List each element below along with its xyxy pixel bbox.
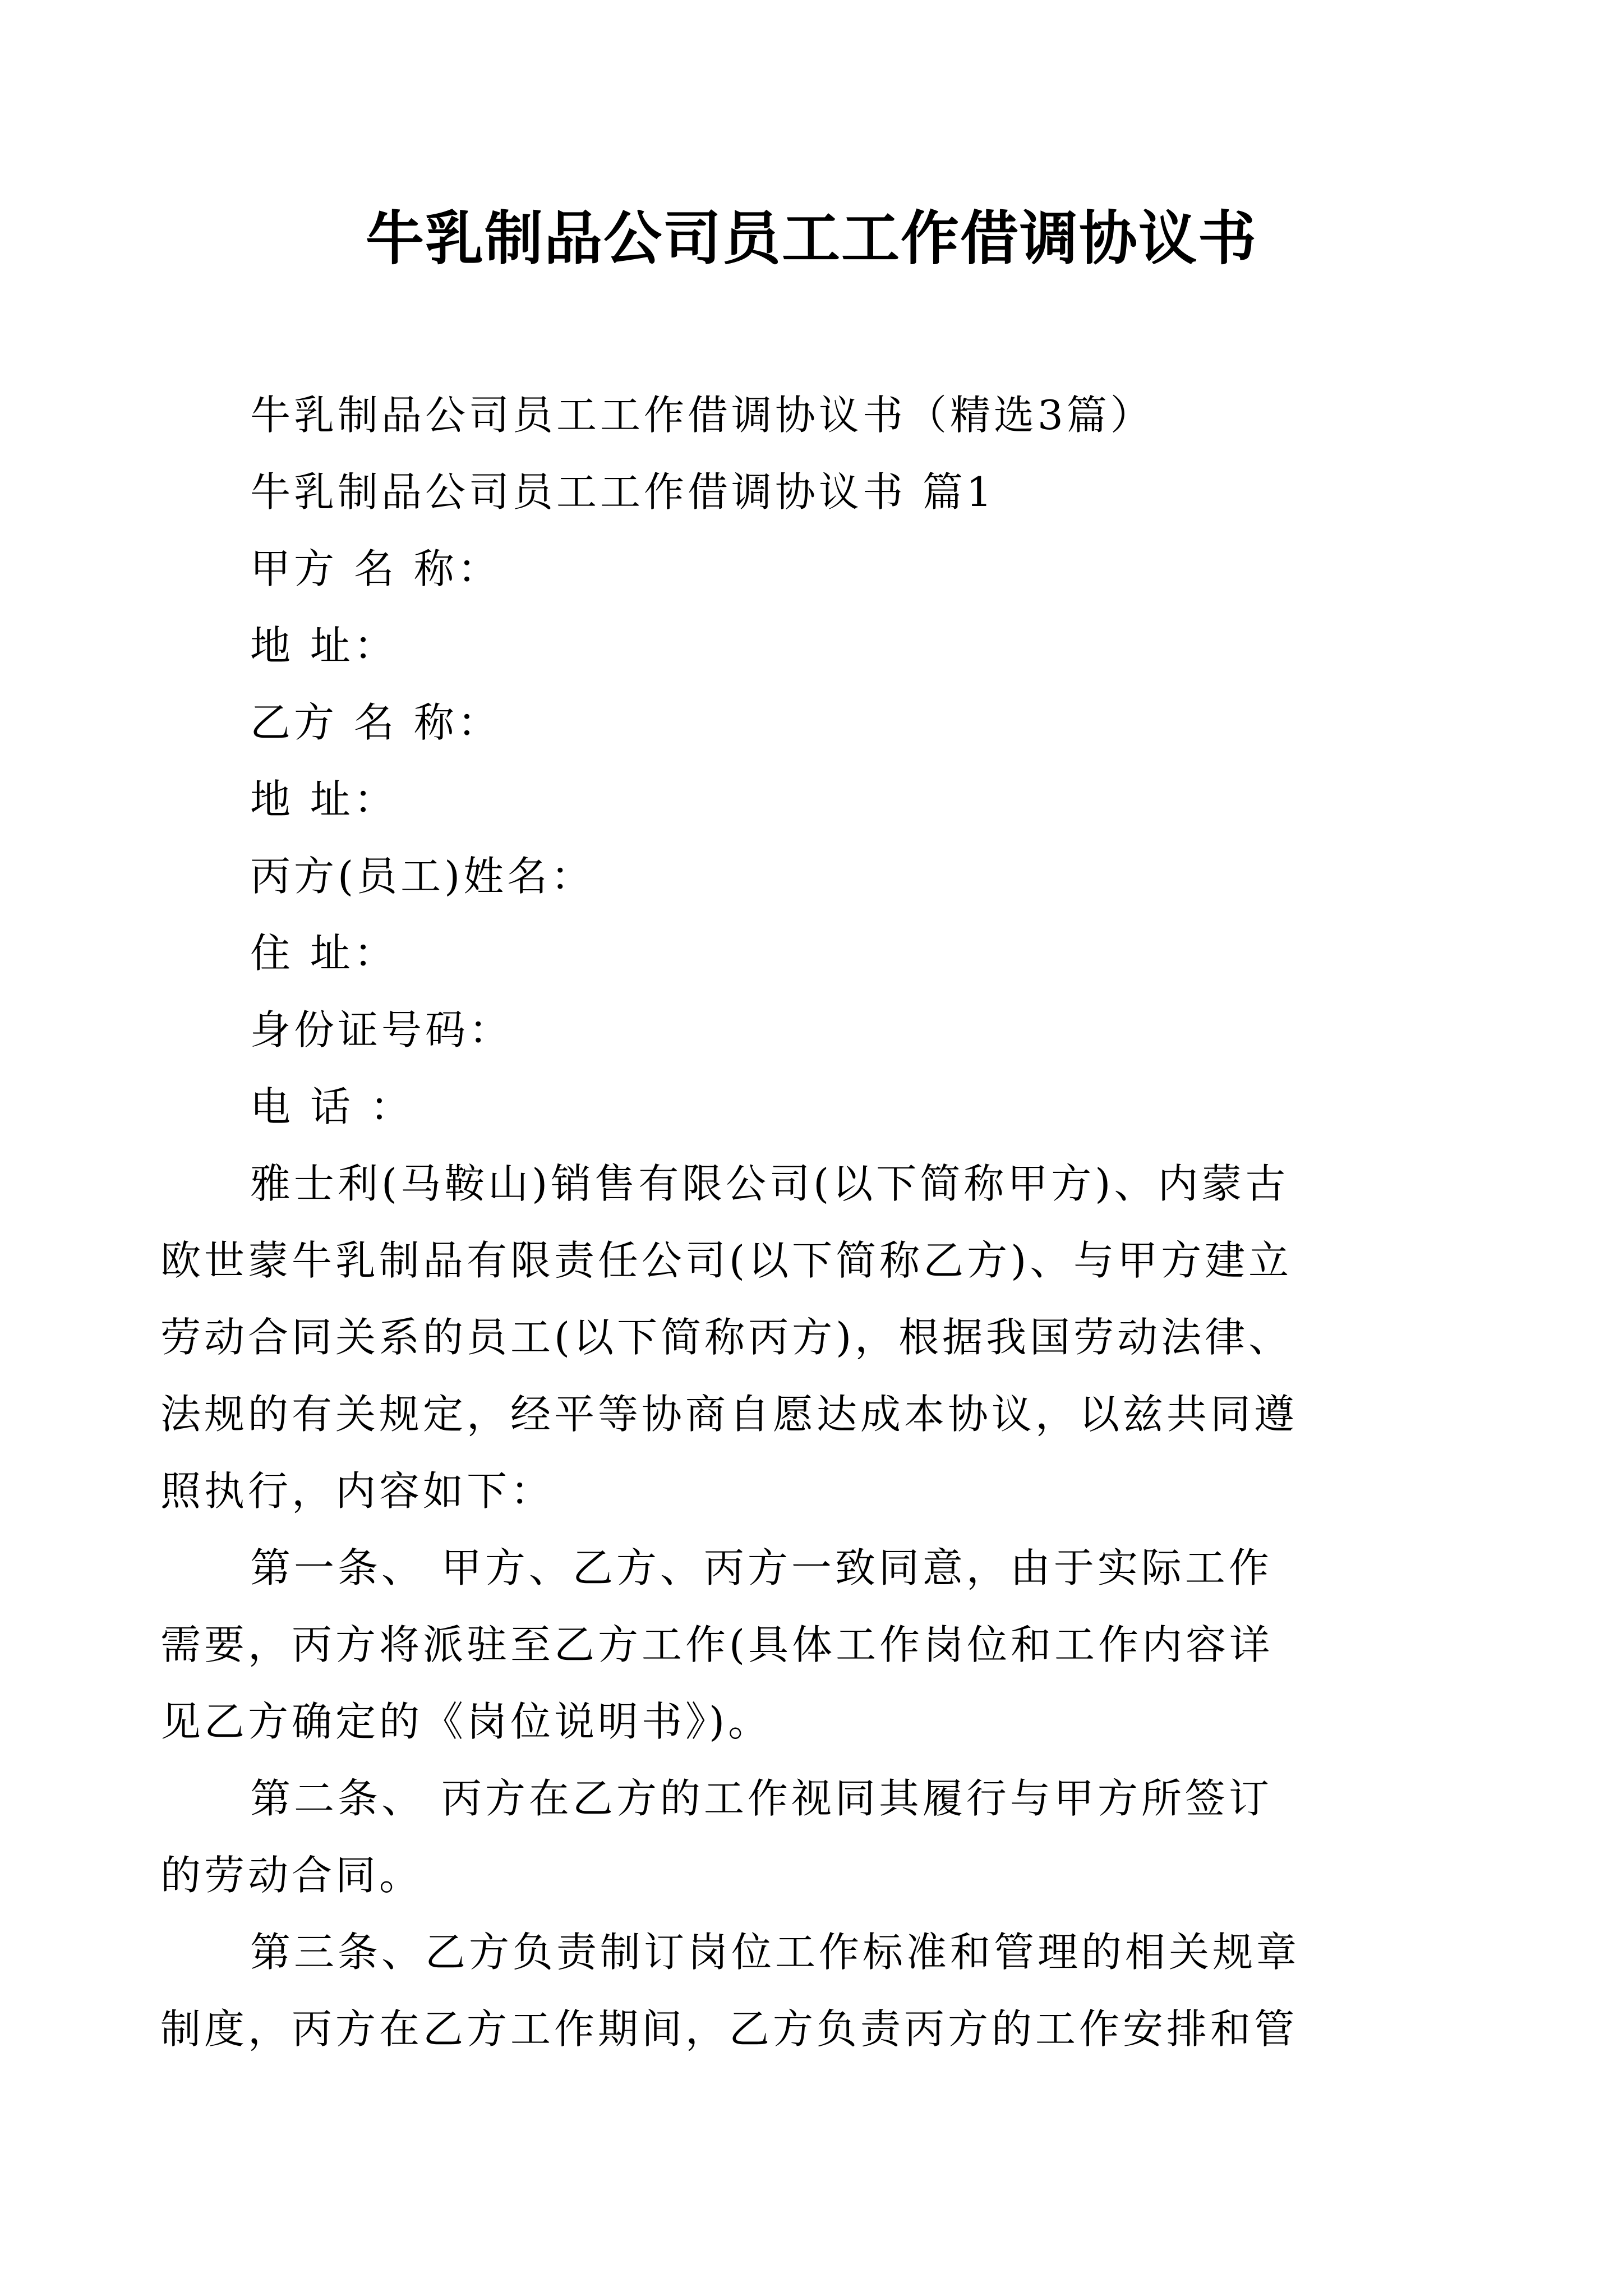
paragraph-line: 需要，丙方将派驻至乙方工作(具体工作岗位和工作内容详 xyxy=(160,1621,1274,1668)
document-title: 牛乳制品公司员工工作借调协议书 xyxy=(365,204,1257,273)
id-number-field: 身份证号码： xyxy=(250,1006,513,1053)
paragraph-line: 的劳动合同。 xyxy=(160,1852,423,1899)
paragraph-line: 法规的有关规定，经平等协商自愿达成本协议，以兹共同遵 xyxy=(160,1391,1298,1438)
party-c-name-field: 丙方(员工)姓名： xyxy=(250,853,595,900)
article-3-paragraph xyxy=(160,1914,1394,2068)
party-a-name-field: 甲方 名 称： xyxy=(250,545,501,592)
paragraph-line: 第一条、 甲方、乙方、丙方一致同意，由于实际工作 xyxy=(250,1544,1272,1591)
paragraph-line: 劳动合同关系的员工(以下简称丙方)，根据我国劳动法律、 xyxy=(160,1314,1293,1361)
paragraph-line: 雅士利(马鞍山)销售有限公司(以下简称甲方)、内蒙古 xyxy=(250,1160,1289,1207)
article-2-paragraph xyxy=(160,1760,1394,1914)
paragraph-line: 第二条、 丙方在乙方的工作视同其履行与甲方所签订 xyxy=(250,1775,1272,1822)
paragraph-line: 见乙方确定的《岗位说明书》)。 xyxy=(160,1698,772,1745)
party-c-address-field: 住 址： xyxy=(250,930,398,977)
paragraph-line: 第三条、乙方负责制订岗位工作标准和管理的相关规章 xyxy=(250,1929,1301,1976)
document-body xyxy=(160,377,1394,2068)
article-1-paragraph xyxy=(160,1530,1394,1760)
preamble-paragraph xyxy=(160,1145,1394,1530)
section-heading: 牛乳制品公司员工工作借调协议书 篇1 xyxy=(250,468,995,516)
paragraph-line: 欧世蒙牛乳制品有限责任公司(以下简称乙方)、与甲方建立 xyxy=(160,1237,1293,1284)
paragraph-line: 照执行，内容如下： xyxy=(160,1467,555,1515)
document-subtitle: 牛乳制品公司员工工作借调协议书（精选3篇） xyxy=(250,392,1154,439)
paragraph-line: 制度，丙方在乙方工作期间，乙方负责丙方的工作安排和管 xyxy=(160,2005,1298,2053)
party-a-address-field: 地 址： xyxy=(250,622,398,669)
phone-field: 电 话 ： xyxy=(250,1083,414,1130)
party-b-address-field: 地 址： xyxy=(250,776,398,823)
party-b-name-field: 乙方 名 称： xyxy=(250,699,501,746)
